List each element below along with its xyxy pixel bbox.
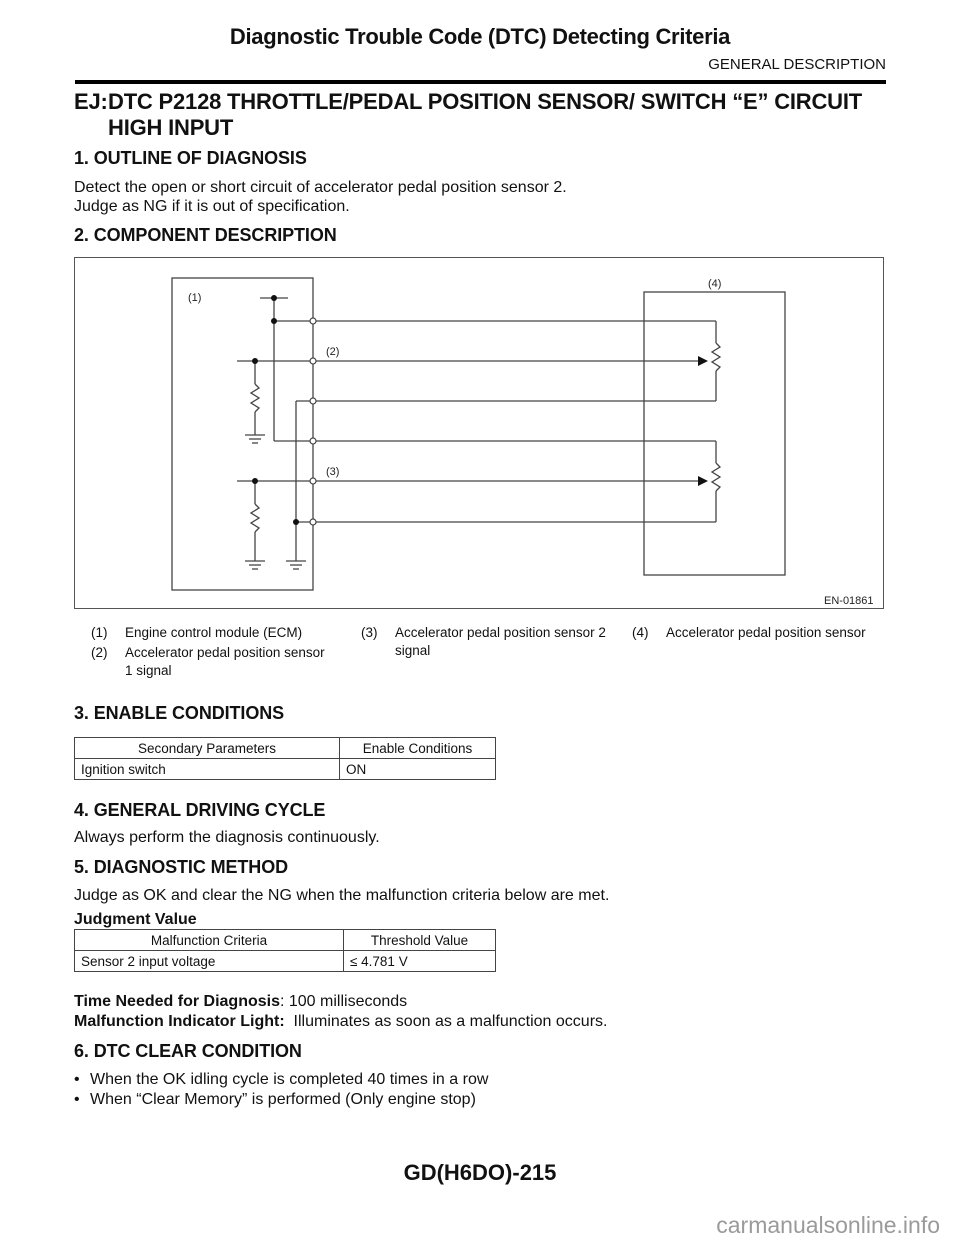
sensor-box <box>644 292 785 575</box>
ecm-box <box>172 278 313 590</box>
table-row <box>75 759 496 780</box>
pulldown-resistor-1 <box>251 384 259 412</box>
callout-1: (1) <box>188 292 202 304</box>
callout-2: (2) <box>326 346 340 358</box>
section-heading-enable: 3. ENABLE CONDITIONS <box>74 703 285 723</box>
table-header-cell: Enable Conditions <box>340 738 496 759</box>
method-text: Judge as OK and clear the NG when the malfunction criteria below are met. <box>74 887 610 904</box>
clear-conditions-list <box>74 1070 488 1110</box>
table-header-cell: Malfunction Criteria <box>75 930 344 951</box>
document-title <box>74 89 862 141</box>
title-prefix: EJ: <box>74 89 108 114</box>
legend-item-1: (1) Engine control module (ECM) <box>91 625 303 640</box>
sensor-1-potentiometer <box>712 343 720 371</box>
legend-item-4: (4) Accelerator pedal position sensor <box>632 625 866 640</box>
time-needed-label: Time Needed for Diagnosis <box>74 993 280 1010</box>
watermark: carmanualsonline.info <box>716 1212 940 1238</box>
list-item: • When “Clear Memory” is performed (Only engine stop) <box>74 1090 488 1110</box>
page-number: GD(H6DO)-215 <box>403 1160 557 1185</box>
outline-text-1: Detect the open or short circuit of accelerator pedal position sensor 2. <box>74 179 567 196</box>
driving-cycle-text: Always perform the diagnosis continuously. <box>74 829 380 846</box>
legend-item-2: (2) Accelerator pedal position sensor 1 signal <box>91 645 325 678</box>
wiper-arrow-1 <box>698 356 708 366</box>
section-heading-method: 5. DIAGNOSTIC METHOD <box>74 857 289 877</box>
figure-id: EN-01861 <box>824 595 874 607</box>
table-header-row <box>75 930 496 951</box>
table-row <box>75 951 496 972</box>
header-divider <box>75 80 886 84</box>
mil-label: Malfunction Indicator Light: <box>74 1013 285 1030</box>
outline-text-2: Judge as NG if it is out of specification. <box>74 198 350 215</box>
time-needed-value: : 100 milliseconds <box>279 993 408 1010</box>
table-cell: Ignition switch <box>75 759 340 780</box>
title-line-2: HIGH INPUT <box>108 115 234 140</box>
mil-value: Illuminates as soon as a malfunction occurs. <box>284 1013 608 1030</box>
circuit-diagram <box>74 257 884 609</box>
table-cell: ON <box>340 759 496 780</box>
section-heading-driving-cycle: 4. GENERAL DRIVING CYCLE <box>74 800 326 820</box>
judgment-value-table <box>74 929 496 972</box>
pulldown-resistor-2 <box>251 504 259 532</box>
time-needed-line <box>74 992 407 1012</box>
callout-3: (3) <box>326 466 340 478</box>
table-cell: Sensor 2 input voltage <box>75 951 344 972</box>
enable-conditions-table <box>74 737 496 780</box>
page-header-section: GENERAL DESCRIPTION <box>708 56 886 73</box>
table-header-cell: Secondary Parameters <box>75 738 340 759</box>
title-line-1: DTC P2128 THROTTLE/PEDAL POSITION SENSOR/ SWITCH “E” CIRCUIT <box>108 89 863 114</box>
table-header-cell: Threshold Value <box>344 930 496 951</box>
section-heading-clear: 6. DTC CLEAR CONDITION <box>74 1041 302 1061</box>
table-header-row <box>75 738 496 759</box>
mil-line <box>74 1012 607 1032</box>
table-cell: ≤ 4.781 V <box>344 951 496 972</box>
list-item: • When the OK idling cycle is completed 40 times in a row <box>74 1070 488 1090</box>
section-heading-component: 2. COMPONENT DESCRIPTION <box>74 225 337 245</box>
page-header-title: Diagnostic Trouble Code (DTC) Detecting Criteria <box>229 24 731 49</box>
sensor-2-potentiometer <box>712 463 720 491</box>
circuit-diagram-figure <box>74 257 884 609</box>
wiper-arrow-2 <box>698 476 708 486</box>
section-heading-outline: 1. OUTLINE OF DIAGNOSIS <box>74 148 307 168</box>
judgment-value-heading: Judgment Value <box>74 911 197 928</box>
callout-4: (4) <box>708 278 722 290</box>
legend-item-3: (3) Accelerator pedal position sensor 2 signal <box>361 625 606 658</box>
